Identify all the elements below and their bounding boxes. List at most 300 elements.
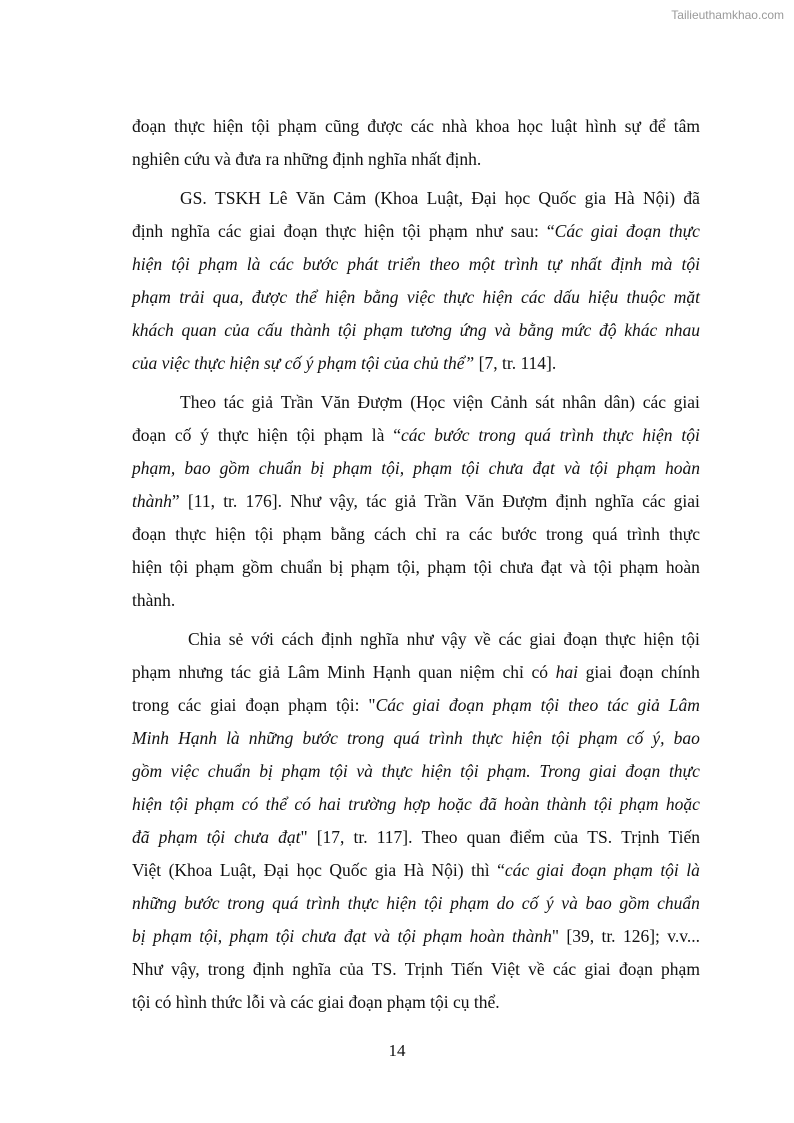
word [535,389,554,422]
italic-run: hiện [325,287,356,307]
word [541,692,559,725]
word [252,284,287,317]
word [411,317,452,350]
word [195,791,234,824]
paragraph [132,113,700,179]
word [132,422,166,455]
word [402,218,420,251]
word [413,455,452,488]
italic-run: do [496,893,515,913]
word [528,956,545,989]
text-run: Văn [465,491,495,511]
word [430,251,460,284]
italic-run: Các [375,695,404,715]
paragraph [132,389,700,620]
italic-run: tội [206,827,226,847]
word [561,890,578,923]
word [669,692,700,725]
word [283,218,317,251]
word [132,317,174,350]
italic-run: tương [410,320,452,340]
word [624,317,657,350]
italic-run: hoặc [437,794,472,814]
text-run: Luật, [219,860,257,880]
word [321,626,352,659]
italic-run: mặt [673,287,700,307]
word [199,923,222,956]
word [171,956,200,989]
italic-run: đoạn [626,221,662,241]
text-run: ” [171,491,180,511]
word [471,857,489,890]
italic-run: tội [460,761,479,781]
italic-run: Lâm [668,695,700,715]
text-run: như [406,629,434,649]
text-run: nhưng [178,662,223,682]
text-run: các [217,221,242,241]
word [568,692,598,725]
word [132,725,169,758]
word [556,659,578,692]
text-run: định [252,959,285,979]
italic-run: phạm. [487,761,531,781]
word [423,923,462,956]
text-run: cố [174,425,192,445]
word [132,554,162,587]
text-run: Việt [132,860,162,880]
word [258,422,288,455]
word [269,185,287,218]
word [372,956,397,989]
italic-run: phạm [229,926,269,946]
word [200,422,209,455]
italic-run: hiệu [588,287,619,307]
word [554,824,578,857]
word [563,626,597,659]
italic-run: thực [668,761,700,781]
text-run: giả [258,662,280,682]
italic-run: tội, [381,458,405,478]
word [551,113,577,146]
text-run: cũng [325,116,360,136]
italic-run: trong [478,425,516,445]
word [132,251,162,284]
word [407,626,434,659]
word [295,284,316,317]
page-number: 14 [388,1041,406,1060]
word [460,317,487,350]
word [620,791,659,824]
word [649,113,666,146]
word [571,857,606,890]
italic-run: giai [590,221,619,241]
italic-run: phạm [613,860,653,880]
word [592,521,617,554]
text-line [132,791,700,824]
italic-run: tự [547,254,562,274]
text-run: học [296,860,322,880]
text-run: giai [673,491,700,511]
italic-run: tội [551,728,570,748]
text-line [132,455,700,488]
text-run: và [569,557,587,577]
italic-run: quá [393,728,420,748]
text-run: để [649,116,666,136]
italic-run: phạm [132,287,171,307]
text-run: giả [251,392,274,412]
text-run: hiện [132,557,163,577]
text-line [132,587,700,620]
text-run: các [642,491,666,511]
word [288,659,320,692]
word [174,113,205,146]
italic-run: bước [434,425,470,445]
text-run: vậy, [329,491,358,511]
text-run: học [504,188,531,208]
word [469,521,492,554]
word [519,317,554,350]
word [329,758,347,791]
italic-run: hiện [482,287,513,307]
word [667,923,700,956]
word [537,857,564,890]
text-run: phạm [661,959,700,979]
italic-run: cố [521,893,539,913]
word [220,857,256,890]
word [375,857,396,890]
text-line [132,824,700,857]
italic-run: trình [305,893,341,913]
word [333,185,366,218]
word [657,890,700,923]
word [475,113,509,146]
italic-run: tội [171,254,190,274]
word [132,824,150,857]
text-run: Chia [188,629,222,649]
text-run: tác [230,662,251,682]
word [620,554,659,587]
word [169,857,213,890]
word [215,185,261,218]
word [429,218,468,251]
italic-run: tội [423,893,443,913]
word [644,626,674,659]
word [234,824,269,857]
italic-text: của việc thực hiện sự cố ý phạm tội của chủ thể” [132,353,475,373]
italic-run: gồm [619,893,650,913]
word [493,692,532,725]
text-run: tội [251,116,270,136]
italic-run: Các [554,221,583,241]
word [292,956,331,989]
word [184,890,219,923]
text-run: Như [132,959,163,979]
word [327,659,365,692]
text-run: bằng [330,524,365,544]
italic-run: đoạn [571,860,607,880]
italic-run: trình [428,728,463,748]
text-run: " [300,827,308,847]
italic-run: phạm, [132,458,176,478]
word [681,422,699,455]
italic-run: hiện [132,794,163,814]
text-run: Đại [471,188,497,208]
word [368,692,403,725]
word [179,284,204,317]
italic-run: quan [181,320,217,340]
italic-run: thực [381,761,413,781]
text-line [132,725,700,758]
word [494,317,511,350]
text-line [132,890,700,923]
italic-run: Trong [539,761,581,781]
text-run: giai [529,629,556,649]
text-run: tr. [353,827,368,847]
word [159,824,198,857]
word [257,317,282,350]
italic-run: hiện [386,893,417,913]
word [554,284,580,317]
text-run: Cảm [333,188,367,208]
word [247,251,261,284]
word [132,956,163,989]
italic-run: bao [184,458,211,478]
text-run: Hạnh [372,662,411,682]
word [175,521,206,554]
word [683,185,700,218]
text-run: “ [393,425,401,445]
word [208,758,251,791]
word [374,521,406,554]
text-run: tội [169,557,189,577]
text-run: của [339,959,364,979]
word [502,488,547,521]
text-run: trong [546,524,583,544]
italic-run: phạm [195,794,235,814]
italic-run: tội, [199,926,223,946]
text-run: cách [374,524,407,544]
word [422,824,458,857]
italic-run: tội [461,458,480,478]
document-body [132,113,700,1022]
text-run: định [555,491,587,511]
text-run: Lâm [287,662,320,682]
text-run: chỉ [415,524,437,544]
text-run: chuẩn [280,557,323,577]
word [282,758,321,791]
word [213,113,243,146]
italic-run: trong [227,893,265,913]
text-run: ý [200,425,210,445]
word [483,284,513,317]
word [404,857,424,890]
italic-run: và [563,458,581,478]
italic-run: và [561,893,578,913]
word [180,185,207,218]
italic-run: bao [585,893,612,913]
word [338,317,356,350]
italic-run: Minh [132,728,169,748]
word [532,455,554,488]
word [453,389,483,422]
text-run: đã [683,188,700,208]
text-run: như [475,221,503,241]
word [395,488,416,521]
word [245,692,279,725]
italic-run: phạm [333,458,373,478]
text-run: quá [592,524,618,544]
text-run: về [528,959,545,979]
word [283,521,322,554]
italic-run: có [241,794,259,814]
word [476,218,503,251]
word [625,113,641,146]
italic-run: theo [429,254,460,274]
italic-run: được [251,287,288,307]
italic-run: thành [511,926,552,946]
word [531,659,548,692]
italic-run: nhau [665,320,700,340]
word [579,725,618,758]
word [666,554,700,587]
text-run: tội [593,557,613,577]
word [570,554,587,587]
italic-run: nhất [570,254,602,274]
word [153,923,192,956]
text-run: tội [254,524,274,544]
italic-run: thành [132,491,172,511]
italic-run: gồm [132,761,163,781]
text-run: ra [446,524,460,544]
italic-run: chưa [234,827,269,847]
text-run: [7, tr. 114]. [474,353,557,373]
italic-run: quá [272,893,299,913]
text-run: giai [210,695,237,715]
word [605,626,636,659]
italic-run: cố [626,728,644,748]
word [178,659,223,692]
text-run: 126]; [622,926,660,946]
text-run: thực [174,116,206,136]
word [651,251,672,284]
text-run: phạm [132,662,171,682]
italic-run: việc [170,761,200,781]
text-run: (Học [410,392,446,412]
italic-run: hiện [511,728,543,748]
text-run: hiện [643,629,674,649]
text-run: [39, [566,926,595,946]
word [171,251,189,284]
word [210,692,236,725]
italic-run: dấu [553,287,580,307]
text-run: Minh [327,662,366,682]
word [413,692,440,725]
italic-run: đạt [343,926,367,946]
text-run: [17, [316,827,345,847]
text-run: Lê [269,188,288,208]
italic-run: triển [387,254,421,274]
italic-run: chưa [301,926,337,946]
text-run: trình [626,524,660,544]
word [510,824,545,857]
italic-run: theo [568,695,599,715]
word [336,692,359,725]
text-run: nhà [442,116,468,136]
word [208,956,245,989]
text-run: điểm [509,827,545,847]
italic-run: trường [348,794,397,814]
word [303,251,338,284]
text-run: giai [673,392,700,412]
word [553,956,576,989]
word [472,725,503,758]
text-run: tội [296,425,316,445]
word [407,284,435,317]
word [470,923,505,956]
text-run: với [250,629,274,649]
word [504,791,539,824]
text-run: Theo [421,827,458,847]
word [382,758,413,791]
word [175,422,192,455]
word [242,791,259,824]
word [469,251,495,284]
word [674,725,700,758]
word [564,455,581,488]
italic-run: bước [302,728,338,748]
word [541,554,562,587]
word [281,389,313,422]
italic-run: tội [397,926,416,946]
italic-run: ứng [459,320,487,340]
text-run: quan [418,662,453,682]
word [348,890,379,923]
word [637,692,659,725]
italic-run: bị [310,458,325,478]
word [686,857,700,890]
word [411,113,434,146]
word [666,791,700,824]
text-run: v.v... [667,926,700,946]
text-line [132,758,700,791]
italic-run: tội [540,695,560,715]
text-run: Trịnh [621,827,660,847]
italic-run: cấu [257,320,283,340]
italic-run: việc [406,287,435,307]
word [132,455,175,488]
word [170,554,188,587]
italic-run: phạm [617,458,656,478]
text-run: quan [466,827,501,847]
italic-run: của [224,320,250,340]
text-run: hiện [257,425,288,445]
italic-run: tội [275,926,295,946]
text-run: tội có hình thức lỗi và các giai đoạn phạm tội cụ thể. [132,992,500,1012]
word [669,824,700,857]
italic-run: chuẩn [207,761,251,781]
word [246,488,282,521]
text-run: hiện [213,116,244,136]
italic-run: hoàn [664,458,700,478]
word [405,956,443,989]
word [491,956,520,989]
word [501,521,536,554]
text-run: có [531,662,548,682]
italic-run: và [356,761,373,781]
italic-run: giai [536,860,564,880]
word [556,488,587,521]
word [317,824,345,857]
